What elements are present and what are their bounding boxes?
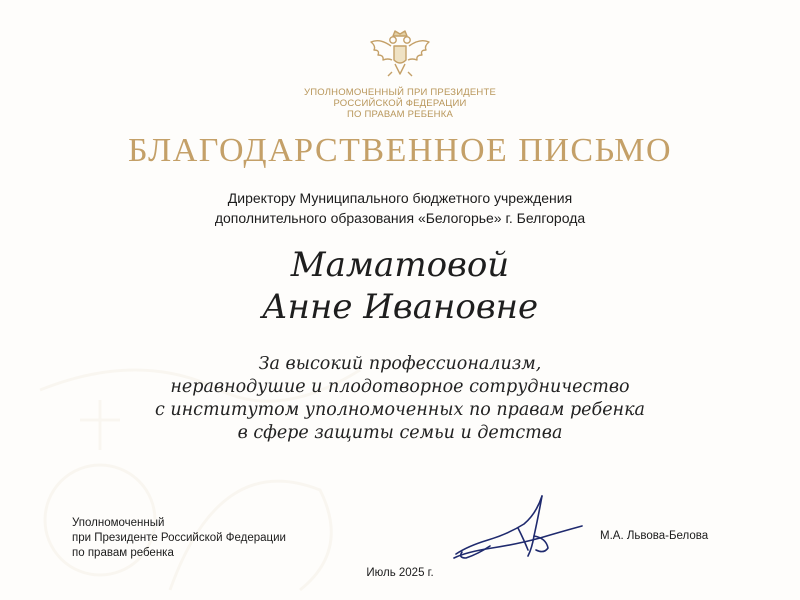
document-title: БЛАГОДАРСТВЕННОЕ ПИСЬМО (127, 132, 673, 169)
signer-title-line: Уполномоченный (72, 517, 165, 529)
signer-title-line: при Президенте Российской Федерации (72, 532, 286, 544)
reason-line: в сфере защиты семьи и детства (237, 423, 563, 443)
issuer-line: ПО ПРАВАМ РЕБЕНКА (346, 109, 453, 120)
issuer-line: РОССИЙСКОЙ ФЕДЕРАЦИИ (333, 98, 467, 109)
recipient-position (100, 188, 700, 228)
recipient-position-line: Директору Муниципального бюджетного учреждения (227, 190, 573, 206)
recipient-given-names: Анне Ивановне (261, 287, 539, 327)
signature-icon (448, 488, 588, 568)
reason-line: с институтом уполномоченных по правам ребенка (155, 400, 645, 420)
recipient-position-line: дополнительного образования «Белогорье» г. Белгорода (214, 210, 586, 226)
reason-line: неравнодушие и плодотворное сотрудничество (170, 377, 630, 397)
signer-title (72, 516, 332, 561)
gratitude-reason (120, 353, 680, 445)
emblem-icon (366, 28, 434, 80)
recipient-surname: Маматовой (290, 245, 510, 285)
issuer-block (250, 87, 550, 120)
signer-name: М.А. Львова-Белова (600, 530, 709, 542)
signer-title-line: по правам ребенка (72, 547, 174, 559)
reason-line: За высокий профессионализм, (258, 354, 542, 374)
issue-date: Июль 2025 г. (366, 567, 434, 579)
issuer-line: УПОЛНОМОЧЕННЫЙ ПРИ ПРЕЗИДЕНТЕ (303, 87, 497, 98)
recipient-name (100, 244, 700, 328)
